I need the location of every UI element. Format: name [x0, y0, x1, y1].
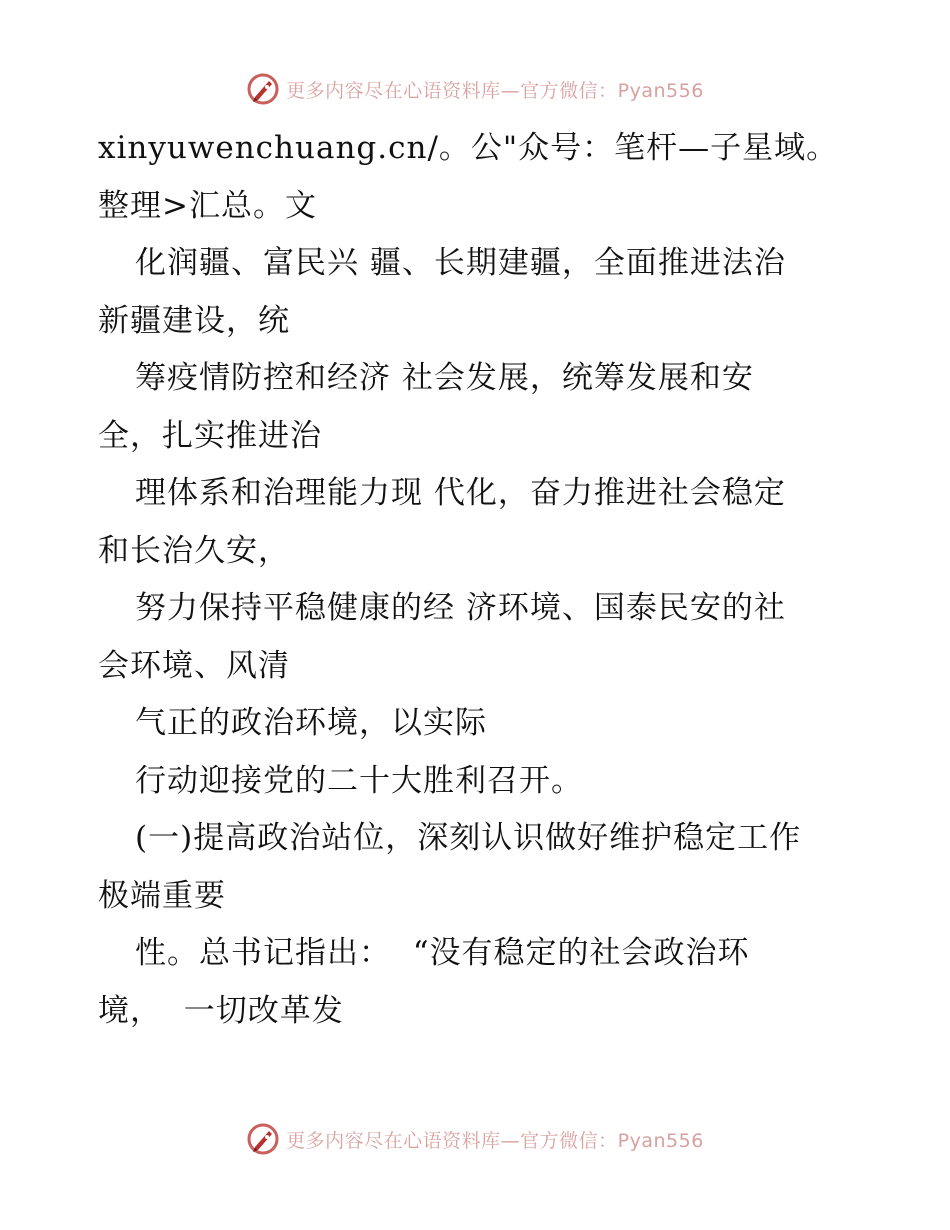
footer-watermark [0, 1122, 950, 1156]
text-line: 极端重要 [98, 877, 226, 914]
pen-logo-icon [246, 72, 280, 106]
text-line: 理体系和治理能力现 代化，奋力推进社会稳定 [135, 475, 786, 511]
pen-logo-icon [246, 1122, 280, 1156]
text-line: 全，扎实推进治 [98, 417, 322, 454]
text-line: 性。总书记指出： “没有稳定的社会政治环 [135, 935, 750, 971]
text-line: 和长治久安， [98, 532, 290, 569]
text-line: xinyuwenchuang.cn/。公"众号：笔杆—子星域。 [98, 130, 839, 166]
text-line: 整理>汇总。文 [98, 187, 317, 224]
text-line: (一)提高政治站位，深刻认识做好维护稳定工作 [135, 820, 802, 856]
text-line: 筹疫情防控和经济 社会发展，统筹发展和安 [135, 360, 754, 396]
text-line: 新疆建设，统 [98, 302, 290, 339]
text-line: 气正的政治环境，以实际 [135, 705, 487, 741]
text-line: 化润疆、富民兴 疆、长期建疆，全面推进法治 [135, 245, 786, 281]
watermark-text: 更多内容尽在心语资料库—官方微信：Pyan556 [286, 1129, 704, 1152]
text-line: 努力保持平稳健康的经 济环境、国泰民安的社 [135, 590, 786, 626]
text-line: 境， 一切改革发 [98, 992, 344, 1029]
text-line: 会环境、风清 [98, 647, 290, 684]
header-watermark [0, 72, 950, 106]
document-body [98, 120, 878, 1040]
text-line: 行动迎接党的二十大胜利召开。 [135, 762, 583, 799]
watermark-text: 更多内容尽在心语资料库—官方微信：Pyan556 [286, 79, 704, 102]
